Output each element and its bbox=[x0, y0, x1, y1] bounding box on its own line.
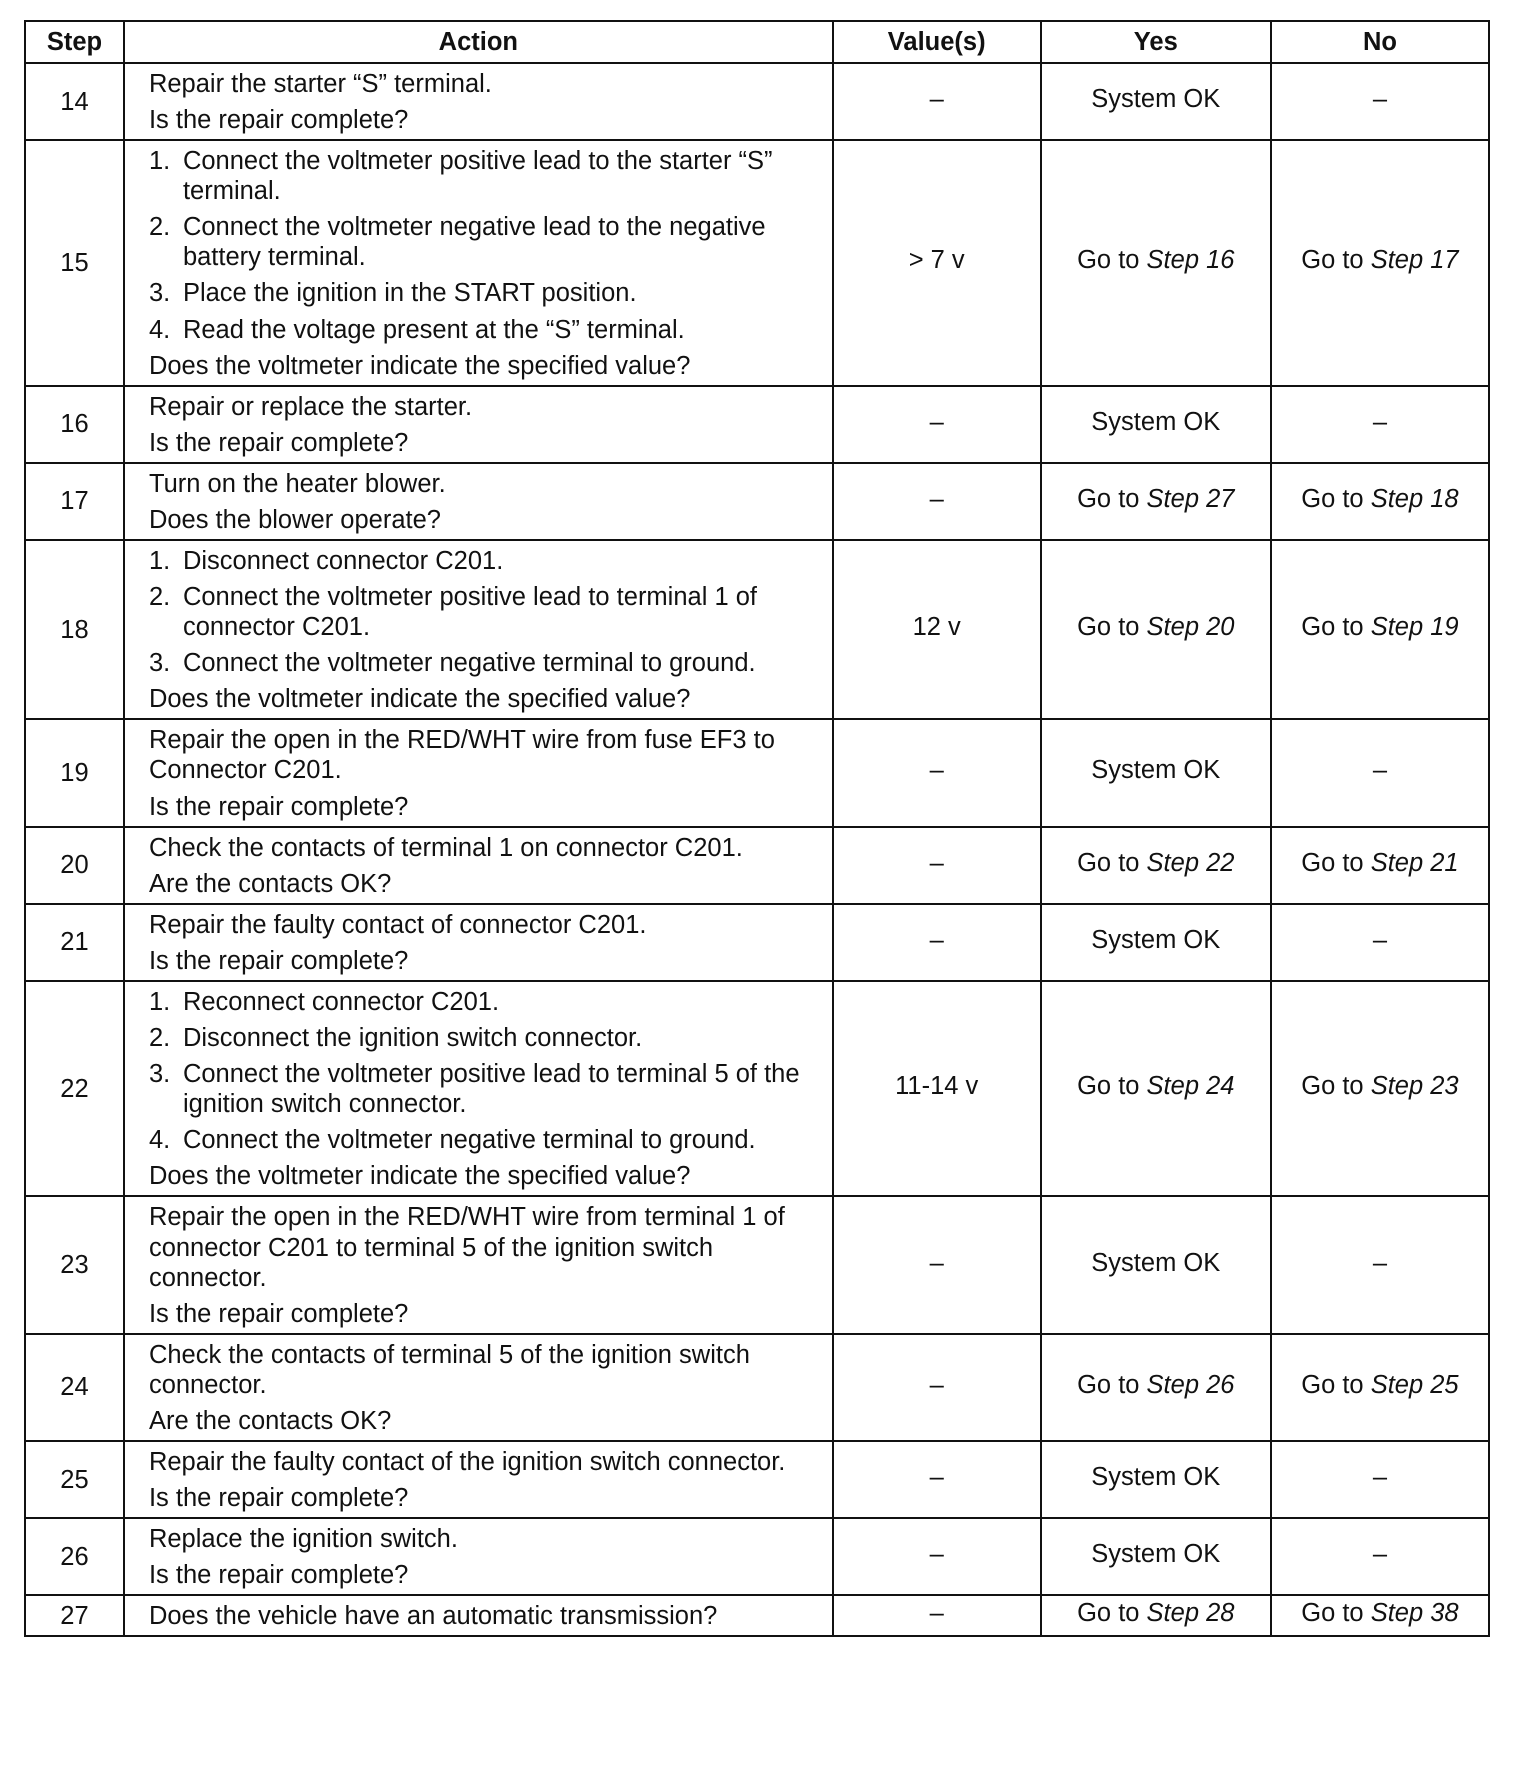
value-cell: – bbox=[833, 386, 1041, 463]
yes-cell: System OK bbox=[1041, 63, 1271, 140]
action-item-text: Reconnect connector C201. bbox=[182, 987, 500, 1016]
action-list-item bbox=[149, 648, 822, 678]
action-cell bbox=[124, 463, 833, 540]
no-cell: – bbox=[1271, 1196, 1489, 1333]
action-item-number: 1. bbox=[148, 147, 171, 176]
action-item-text: Connect the voltmeter negative lead to the negative battery terminal. bbox=[182, 213, 766, 272]
table-row bbox=[25, 63, 1489, 140]
table-body bbox=[25, 63, 1489, 1636]
action-line: Is the repair complete? bbox=[148, 106, 409, 135]
no-goto-prefix: Go to bbox=[1301, 1072, 1371, 1101]
action-line: Is the repair complete? bbox=[148, 428, 409, 457]
value-cell: – bbox=[833, 463, 1041, 540]
step-number: 22 bbox=[25, 981, 124, 1196]
step-number: 14 bbox=[25, 63, 124, 140]
no-cell: – bbox=[1271, 1518, 1489, 1595]
action-line: Is the repair complete? bbox=[148, 792, 409, 821]
action-list-item bbox=[149, 278, 822, 308]
header-action: Action bbox=[124, 21, 833, 63]
no-cell bbox=[1271, 463, 1489, 540]
action-cell bbox=[124, 904, 833, 981]
action-list-item bbox=[149, 1125, 822, 1155]
table-row bbox=[25, 463, 1489, 540]
action-cell bbox=[124, 540, 833, 719]
yes-goto-step: Step 28 bbox=[1146, 1599, 1235, 1628]
action-item-number: 4. bbox=[148, 1126, 171, 1155]
action-line: Repair the open in the RED/WHT wire from terminal 1 of connector C201 to terminal 5 of the ignition switch connector. bbox=[148, 1203, 785, 1292]
yes-cell: System OK bbox=[1041, 904, 1271, 981]
no-goto-step: Step 19 bbox=[1370, 613, 1459, 642]
no-goto-step: Step 21 bbox=[1370, 848, 1459, 877]
action-item-text: Connect the voltmeter positive lead to terminal 5 of the ignition switch connector. bbox=[182, 1060, 800, 1119]
no-cell bbox=[1271, 1595, 1489, 1636]
table-row bbox=[25, 827, 1489, 904]
step-number: 21 bbox=[25, 904, 124, 981]
step-number: 19 bbox=[25, 719, 124, 826]
action-line: Repair the open in the RED/WHT wire from fuse EF3 to Connector C201. bbox=[148, 726, 775, 785]
yes-cell bbox=[1041, 827, 1271, 904]
action-item-text: Disconnect connector C201. bbox=[182, 547, 504, 576]
header-value: Value(s) bbox=[833, 21, 1041, 63]
action-cell bbox=[124, 719, 833, 826]
no-cell bbox=[1271, 1334, 1489, 1441]
no-cell: – bbox=[1271, 904, 1489, 981]
step-number: 27 bbox=[25, 1595, 124, 1636]
action-item-text: Disconnect the ignition switch connector. bbox=[182, 1024, 643, 1053]
table-row bbox=[25, 1334, 1489, 1441]
action-list-item bbox=[149, 582, 822, 642]
no-cell bbox=[1271, 540, 1489, 719]
action-list-item bbox=[149, 1023, 822, 1053]
action-item-text: Connect the voltmeter negative terminal to ground. bbox=[182, 1126, 756, 1155]
action-line: Repair or replace the starter. bbox=[148, 392, 473, 421]
table-row bbox=[25, 1595, 1489, 1636]
value-cell: > 7 v bbox=[833, 140, 1041, 386]
header-row bbox=[25, 21, 1489, 63]
yes-goto-step: Step 22 bbox=[1146, 848, 1235, 877]
action-line: Does the blower operate? bbox=[148, 505, 441, 534]
table-row bbox=[25, 140, 1489, 386]
action-line: Check the contacts of terminal 5 of the ignition switch connector. bbox=[148, 1340, 750, 1399]
table-row bbox=[25, 904, 1489, 981]
header-step: Step bbox=[25, 21, 124, 63]
no-cell: – bbox=[1271, 719, 1489, 826]
action-cell bbox=[124, 827, 833, 904]
table-row bbox=[25, 1518, 1489, 1595]
no-goto-prefix: Go to bbox=[1301, 246, 1371, 275]
value-cell: – bbox=[833, 1196, 1041, 1333]
diagnostic-table bbox=[24, 20, 1490, 1637]
action-cell bbox=[124, 140, 833, 386]
no-cell bbox=[1271, 981, 1489, 1196]
no-goto-step: Step 25 bbox=[1370, 1370, 1459, 1399]
action-item-number: 2. bbox=[148, 1024, 171, 1053]
action-line: Does the voltmeter indicate the specified value? bbox=[148, 1162, 691, 1191]
value-cell: – bbox=[833, 904, 1041, 981]
yes-cell bbox=[1041, 1334, 1271, 1441]
action-item-number: 3. bbox=[148, 649, 171, 678]
action-line: Is the repair complete? bbox=[148, 1484, 409, 1513]
yes-cell: System OK bbox=[1041, 719, 1271, 826]
value-cell: – bbox=[833, 1518, 1041, 1595]
header-no: No bbox=[1271, 21, 1489, 63]
no-goto-step: Step 18 bbox=[1370, 484, 1459, 513]
action-cell bbox=[124, 1595, 833, 1636]
yes-cell bbox=[1041, 463, 1271, 540]
table-row bbox=[25, 981, 1489, 1196]
step-number: 15 bbox=[25, 140, 124, 386]
no-cell bbox=[1271, 827, 1489, 904]
yes-goto-prefix: Go to bbox=[1077, 1599, 1147, 1628]
action-line: Are the contacts OK? bbox=[148, 869, 392, 898]
action-line: Are the contacts OK? bbox=[148, 1406, 392, 1435]
table-row bbox=[25, 386, 1489, 463]
action-line: Replace the ignition switch. bbox=[148, 1525, 458, 1554]
action-line: Repair the faulty contact of connector C201. bbox=[148, 910, 647, 939]
no-goto-prefix: Go to bbox=[1301, 613, 1371, 642]
no-goto-prefix: Go to bbox=[1301, 1370, 1371, 1399]
action-cell bbox=[124, 981, 833, 1196]
value-cell: – bbox=[833, 1595, 1041, 1636]
action-line: Is the repair complete? bbox=[148, 946, 409, 975]
step-number: 23 bbox=[25, 1196, 124, 1333]
yes-goto-prefix: Go to bbox=[1077, 1072, 1147, 1101]
action-line: Is the repair complete? bbox=[148, 1299, 409, 1328]
no-goto-step: Step 38 bbox=[1370, 1599, 1459, 1628]
yes-cell bbox=[1041, 981, 1271, 1196]
no-goto-prefix: Go to bbox=[1301, 848, 1371, 877]
yes-cell bbox=[1041, 540, 1271, 719]
step-number: 20 bbox=[25, 827, 124, 904]
yes-goto-prefix: Go to bbox=[1077, 848, 1147, 877]
step-number: 24 bbox=[25, 1334, 124, 1441]
action-list-item bbox=[149, 146, 822, 206]
action-cell bbox=[124, 63, 833, 140]
yes-goto-prefix: Go to bbox=[1077, 246, 1147, 275]
action-item-number: 1. bbox=[148, 987, 171, 1016]
action-cell bbox=[124, 1441, 833, 1518]
table-row bbox=[25, 1196, 1489, 1333]
yes-cell: System OK bbox=[1041, 1196, 1271, 1333]
action-item-number: 1. bbox=[148, 547, 171, 576]
table-row bbox=[25, 719, 1489, 826]
action-list-item bbox=[149, 987, 822, 1017]
yes-goto-step: Step 16 bbox=[1146, 246, 1235, 275]
action-cell bbox=[124, 1518, 833, 1595]
action-line: Repair the starter “S” terminal. bbox=[148, 70, 492, 98]
action-cell bbox=[124, 1196, 833, 1333]
step-number: 25 bbox=[25, 1441, 124, 1518]
no-cell bbox=[1271, 140, 1489, 386]
yes-goto-prefix: Go to bbox=[1077, 613, 1147, 642]
action-line: Is the repair complete? bbox=[148, 1561, 409, 1590]
action-list-item bbox=[149, 212, 822, 272]
yes-goto-step: Step 20 bbox=[1146, 613, 1235, 642]
step-number: 26 bbox=[25, 1518, 124, 1595]
no-goto-prefix: Go to bbox=[1301, 484, 1371, 513]
action-cell bbox=[124, 386, 833, 463]
action-item-number: 2. bbox=[148, 583, 171, 612]
action-line: Does the vehicle have an automatic transmission? bbox=[148, 1602, 718, 1631]
action-item-text: Place the ignition in the START position. bbox=[182, 279, 637, 308]
action-cell bbox=[124, 1334, 833, 1441]
no-goto-step: Step 17 bbox=[1370, 246, 1459, 275]
no-cell: – bbox=[1271, 63, 1489, 140]
value-cell: – bbox=[833, 719, 1041, 826]
step-number: 16 bbox=[25, 386, 124, 463]
yes-cell: System OK bbox=[1041, 1518, 1271, 1595]
action-line: Turn on the heater blower. bbox=[148, 469, 446, 498]
action-item-text: Connect the voltmeter positive lead to terminal 1 of connector C201. bbox=[182, 583, 757, 642]
action-line: Does the voltmeter indicate the specified value? bbox=[148, 685, 691, 714]
table-row bbox=[25, 1441, 1489, 1518]
action-item-number: 4. bbox=[148, 315, 171, 344]
value-cell: – bbox=[833, 827, 1041, 904]
yes-goto-step: Step 26 bbox=[1146, 1370, 1235, 1399]
action-item-number: 3. bbox=[148, 279, 171, 308]
value-cell: – bbox=[833, 63, 1041, 140]
yes-cell: System OK bbox=[1041, 1441, 1271, 1518]
action-list-item bbox=[149, 546, 822, 576]
action-line: Check the contacts of terminal 1 on connector C201. bbox=[148, 833, 743, 862]
value-cell: – bbox=[833, 1441, 1041, 1518]
action-item-number: 3. bbox=[148, 1060, 171, 1089]
action-list-item bbox=[149, 315, 822, 345]
yes-goto-step: Step 24 bbox=[1146, 1072, 1235, 1101]
yes-goto-step: Step 27 bbox=[1146, 484, 1235, 513]
value-cell: 12 v bbox=[833, 540, 1041, 719]
action-item-text: Connect the voltmeter positive lead to the starter “S” terminal. bbox=[182, 147, 773, 206]
action-line: Repair the faulty contact of the ignition switch connector. bbox=[148, 1447, 786, 1476]
action-item-text: Read the voltage present at the “S” terminal. bbox=[182, 315, 685, 344]
no-goto-step: Step 23 bbox=[1370, 1072, 1459, 1101]
step-number: 18 bbox=[25, 540, 124, 719]
no-goto-prefix: Go to bbox=[1301, 1599, 1371, 1628]
table-row bbox=[25, 540, 1489, 719]
no-cell: – bbox=[1271, 1441, 1489, 1518]
yes-goto-prefix: Go to bbox=[1077, 484, 1147, 513]
action-line: Does the voltmeter indicate the specified value? bbox=[148, 351, 691, 380]
yes-cell bbox=[1041, 1595, 1271, 1636]
action-list-item bbox=[149, 1059, 822, 1119]
value-cell: 11-14 v bbox=[833, 981, 1041, 1196]
header-yes: Yes bbox=[1041, 21, 1271, 63]
no-cell: – bbox=[1271, 386, 1489, 463]
yes-goto-prefix: Go to bbox=[1077, 1370, 1147, 1399]
step-number: 17 bbox=[25, 463, 124, 540]
action-item-text: Connect the voltmeter negative terminal to ground. bbox=[182, 649, 756, 678]
yes-cell bbox=[1041, 140, 1271, 386]
value-cell: – bbox=[833, 1334, 1041, 1441]
action-item-number: 2. bbox=[148, 213, 171, 242]
yes-cell: System OK bbox=[1041, 386, 1271, 463]
